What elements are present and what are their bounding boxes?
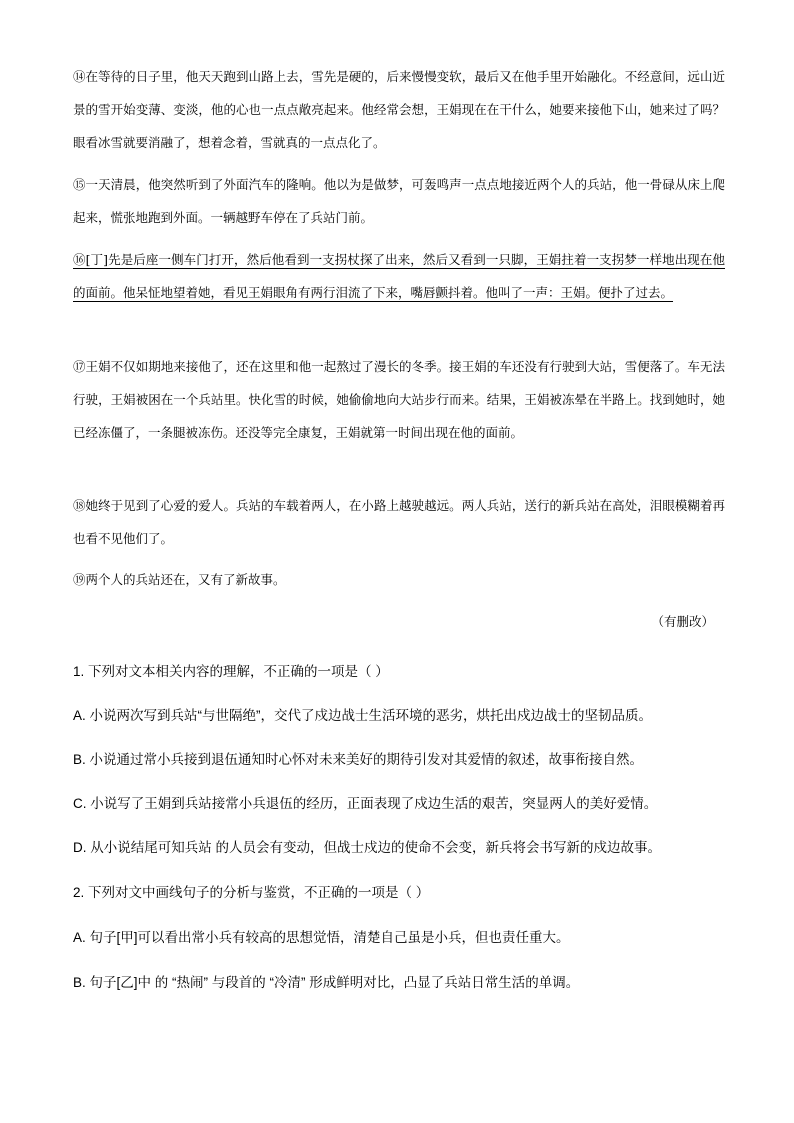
paragraph-14-text: ⑭在等待的日子里，他天天跑到山路上去，雪先是硬的，后来慢慢变软，最后又在他手里开始融化。不经意间，远山近景的雪开始变薄、变淡，他的心也一点点敞亮起来。他经常会想，王娟现在在干什么，她要来接他下山，她来过了吗？眼看冰雪就要消融了，想着念着，雪就真的一点点化了。 <box>73 69 725 150</box>
paragraph-19 <box>73 563 725 596</box>
paragraph-19-text: ⑲两个人的兵站还在，又有了新故事。 <box>73 572 286 587</box>
question-1-option-b[interactable]: B. 小说通过常小兵接到退伍通知时心怀对未来美好的期待引发对其爱情的叙述，故事衔接自然。 <box>73 752 644 767</box>
source-note: （有删改） <box>651 614 714 629</box>
paragraph-17 <box>73 350 725 449</box>
paragraph-17-text: ⑰王娟不仅如期地来接他了，还在这里和他一起熬过了漫长的冬季。接王娟的车还没有行驶到大站，雪便落了。车无法行驶，王娟被困在一个兵站里。快化雪的时候，她偷偷地向大站步行而来。结果，王娟被冻晕在半路上。找到她时，她已经冻僵了，一条腿被冻伤。还没等完全康复，王娟就第一时间出现在他的面前。 <box>73 359 725 440</box>
paragraph-16-underlined <box>73 243 725 309</box>
paragraph-16-text: ⑯[丁]先是后座一侧车门打开，然后他看到一支拐杖探了出来，然后又看到一只脚，王娟拄着一支拐梦一样地出现在他的面前。他呆怔地望着她，看见王娟眼角有两行泪流了下来，嘴唇颤抖着。他叫了一声：王娟。便扑了过去。 <box>73 252 725 300</box>
question-2-option-a[interactable]: A. 句子[甲]可以看出常小兵有较高的思想觉悟，清楚自己虽是小兵，但也责任重大。 <box>73 930 570 945</box>
question-1-option-c[interactable]: C. 小说写了王娟到兵站接常小兵退伍的经历，正面表现了戍边生活的艰苦，突显两人的美好爱情。 <box>73 796 658 811</box>
paragraph-14 <box>73 60 725 159</box>
question-1-option-a[interactable]: A. 小说两次写到兵站“与世隔绝”，交代了戍边战士生活环境的恶劣，烘托出戍边战士的坚韧品质。 <box>73 708 652 723</box>
question-2: 2. 下列对文中画线句子的分析与鉴赏，不正确的一项是（ ） <box>73 885 430 900</box>
paragraph-15-text: ⑮一天清晨，他突然听到了外面汽车的隆响。他以为是做梦，可轰鸣声一点点地接近两个人的兵站，他一骨碌从床上爬起来，慌张地跑到外面。一辆越野车停在了兵站门前。 <box>73 177 725 225</box>
paragraph-18 <box>73 489 725 555</box>
question-1: 1. 下列对文本相关内容的理解，不正确的一项是（ ） <box>73 664 389 679</box>
paragraph-15 <box>73 168 725 234</box>
question-2-option-b[interactable]: B. 句子[乙]中 的 “热闹” 与段首的 “冷清” 形成鲜明对比，凸显了兵站日常生活的单调。 <box>73 975 580 990</box>
paragraph-18-text: ⑱她终于见到了心爱的爱人。兵站的车载着两人，在小路上越驶越远。两人兵站，送行的新兵站在高处，泪眼模糊着再也看不见他们了。 <box>73 498 725 546</box>
question-1-option-d[interactable]: D. 从小说结尾可知兵站 的人员会有变动，但战士戍边的使命不会变，新兵将会书写新的戍边故事。 <box>73 840 662 855</box>
